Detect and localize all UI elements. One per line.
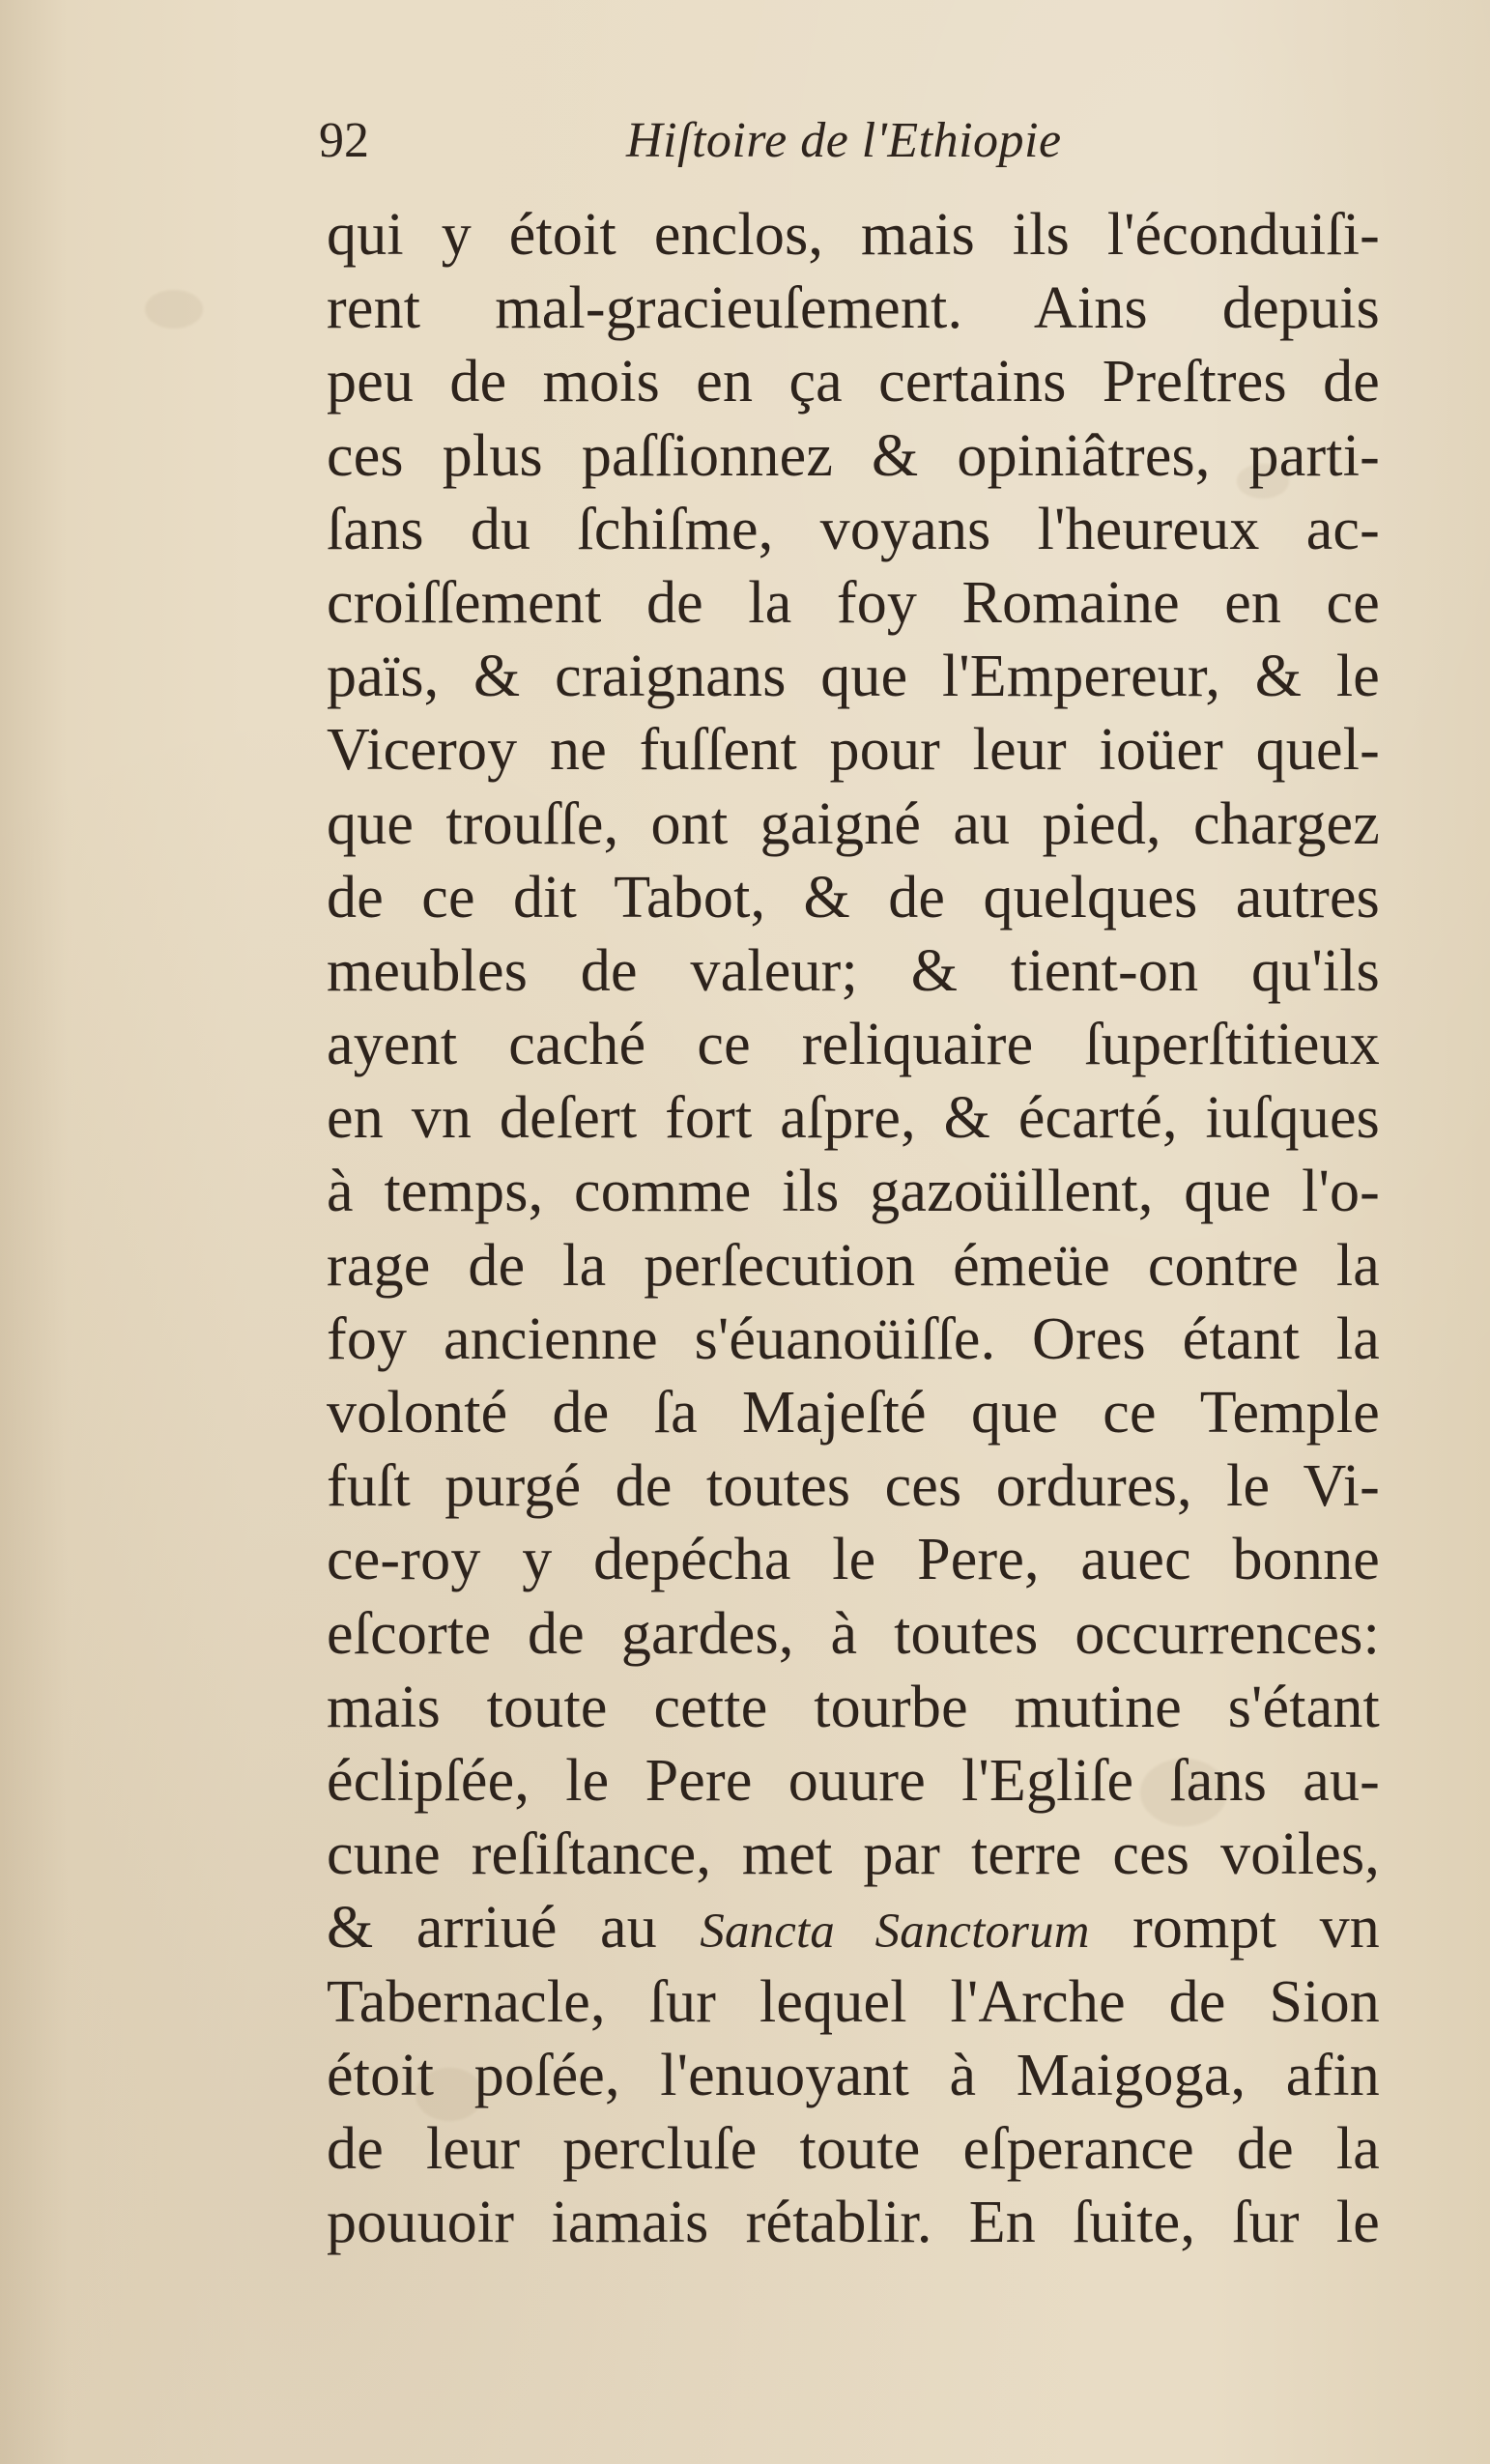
text-line: rent mal-gracieuſement. Ains depuis <box>327 275 1380 342</box>
text-line: Tabernacle, ſur lequel l'Arche de Sion <box>327 1968 1380 2035</box>
text-line: que trouſſe, ont gaigné au pied, chargez <box>327 790 1380 857</box>
text-line: qui y étoit enclos, mais ils l'éconduiſi- <box>327 202 1380 268</box>
text-line: de leur percluſe toute eſperance de la <box>327 2115 1380 2182</box>
text-line-mixed <box>327 1891 1380 1964</box>
text-line: croiſſement de la foy Romaine en ce <box>327 569 1380 636</box>
text-line: rage de la perſecution émeüe contre la <box>327 1232 1380 1299</box>
text-line: fuſt purgé de toutes ces ordures, le Vi- <box>327 1453 1380 1520</box>
running-title: Hiſtoire de l'Ethiopie <box>626 113 1062 168</box>
text-line: à temps, comme ils gazoüillent, que l'o- <box>327 1159 1380 1225</box>
paper-stain <box>145 290 203 329</box>
text-line: Viceroy ne fuſſent pour leur ioüer quel- <box>327 717 1380 784</box>
text-line: étoit poſée, l'enuoyant à Maigoga, afin <box>327 2042 1380 2108</box>
latin-phrase: Sancta Sanctorum <box>700 1904 1090 1959</box>
text-line: ces plus paſſionnez & opiniâtres, parti- <box>327 422 1380 489</box>
text-line: ce-roy y depécha le Pere, auec bonne <box>327 1527 1380 1593</box>
text-line: volonté de ſa Majeſté que ce Temple <box>327 1380 1380 1446</box>
text-line: peu de mois en ça certains Preſtres de <box>327 349 1380 415</box>
text-line: ayent caché ce reliquaire ſuperſtitieux <box>327 1012 1380 1078</box>
text-fragment: & arriué au <box>327 1895 657 1962</box>
page-number: 92 <box>319 113 369 168</box>
text-line: en vn deſert fort aſpre, & écarté, iuſques <box>327 1085 1380 1152</box>
text-fragment: rompt vn <box>1132 1895 1380 1962</box>
text-line: meubles de valeur; & tient-on qu'ils <box>327 937 1380 1004</box>
page-header <box>319 113 1189 174</box>
text-line: pouuoir iamais rétablir. En ſuite, ſur le <box>327 2190 1380 2256</box>
text-line: eſcorte de gardes, à toutes occurrences: <box>327 1600 1380 1667</box>
text-line: cune reſiſtance, met par terre ces voiles, <box>327 1821 1380 1888</box>
text-line: éclipſée, le Pere ouure l'Egliſe ſans au- <box>327 1747 1380 1814</box>
text-line: païs, & craignans que l'Empereur, & le <box>327 644 1380 710</box>
text-line: de ce dit Tabot, & de quelques autres <box>327 864 1380 931</box>
text-line: ſans du ſchiſme, voyans l'heureux ac- <box>327 496 1380 562</box>
text-line: mais toute cette tourbe mutine s'étant <box>327 1674 1380 1740</box>
text-line: foy ancienne s'éuanoüiſſe. Ores étant la <box>327 1305 1380 1372</box>
body-text <box>327 198 1380 2259</box>
